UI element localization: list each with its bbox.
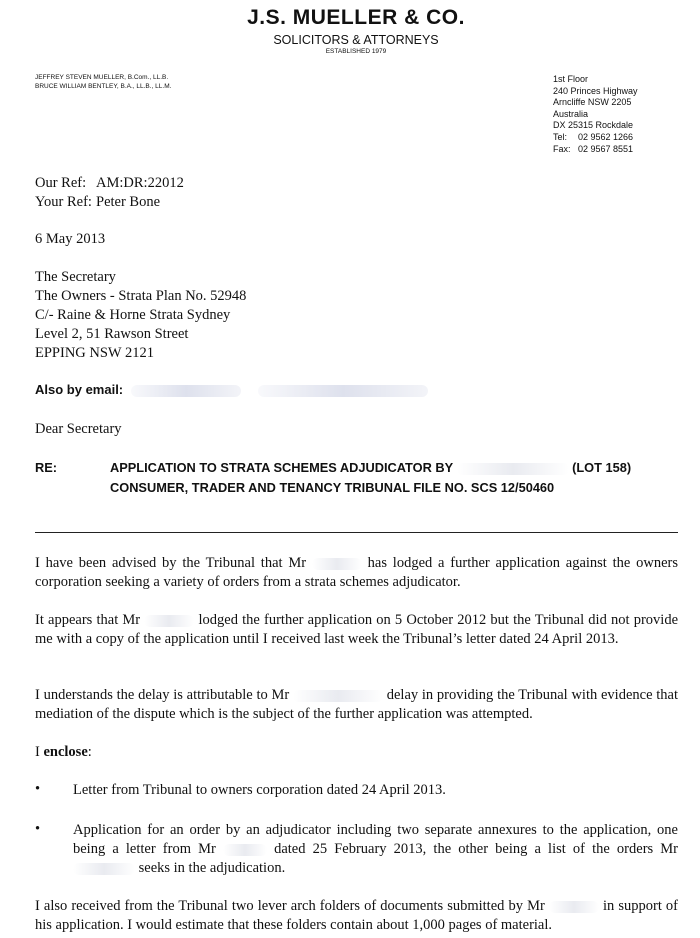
subject-line-2: CONSUMER, TRADER AND TENANCY TRIBUNAL FILE NO. SCS 12/50460 [110,480,555,495]
bullet-text: seeks in the adjudication. [138,860,286,876]
subject-line-1 [110,458,690,478]
bullet-item-1: Letter from Tribunal to owners corporation dated 24 April 2013. [73,782,446,798]
recipient-line: Level 2, 51 Rawson Street [35,326,189,342]
redacted-name [549,901,599,913]
fax-label: Fax: [553,143,571,154]
enclose-word: enclose [43,744,88,760]
enclose-line [35,743,678,762]
enclose-text: I [35,744,40,760]
redacted-name [73,863,135,875]
paragraph-1 [35,554,678,592]
firm-subtitle: SOLICITORS & ATTORNEYS [273,33,439,47]
paragraph-2 [35,611,678,649]
your-ref-label: Your Ref: [35,194,92,210]
bullet-marker: • [35,781,41,797]
partner-1: JEFFREY STEVEN MUELLER, B.Com., LL.B. [35,74,169,81]
paragraph-text: I understands the delay is attributable to Mr [35,687,290,703]
paragraph-text: It appears that Mr [35,612,141,628]
redacted-name [312,558,362,570]
redacted-name [223,844,267,856]
subject-label: RE: [35,460,58,475]
our-ref [35,174,184,193]
bullet-item-2 [73,821,678,878]
subject-lot: (LOT 158) [572,460,632,475]
bullet-text: dated 25 February 2013, the other being a list of the orders Mr [274,841,679,857]
paragraph-text: lodged the further application on 5 October 2012 but the Tribunal did not provide me with a copy of the application until I received last week the Tribunal’s letter dated 24 April 2013. [35,612,679,647]
our-ref-label: Our Ref: [35,175,87,191]
tel-label: Tel: [553,131,568,142]
our-ref-value: AM:DR:22012 [96,175,184,191]
subject-text [110,458,690,498]
address-line: 240 Princes Highway [553,85,638,96]
email-label: Also by email: [35,382,124,397]
firm-established: ESTABLISHED 1979 [325,48,387,55]
paragraph-text: has lodged a further application against the owners corporation seeking a variety of orders from a strata schemes adjudicator. [35,555,679,590]
paragraph-text: I also received from the Tribunal two lever arch folders of documents submitted by Mr [35,898,545,914]
paragraph-text: delay in providing the Tribunal with evidence that mediation of the dispute which is the subject of the further application was attempted. [35,687,679,722]
redacted-name [457,463,569,475]
fax-row [553,144,638,156]
your-ref [35,193,184,212]
divider [35,532,678,533]
firm-address [553,74,638,155]
bullet-marker: • [35,821,41,837]
redacted-name [293,690,383,702]
paragraph-3 [35,686,678,724]
partner-2: BRUCE WILLIAM BENTLEY, B.A., LL.B., LL.M. [35,83,172,90]
firm-name: J.S. MUELLER & CO. [247,6,465,29]
address-line: Arncliffe NSW 2205 [553,97,632,108]
recipient-address [35,268,246,363]
paragraph-text: I have been advised by the Tribunal that Mr [35,555,307,571]
address-line: Australia [553,108,589,119]
enclose-colon: : [87,744,92,760]
your-ref-value: Peter Bone [96,194,161,210]
subject-line-1-text: APPLICATION TO STRATA SCHEMES ADJUDICATOR BY [110,460,453,475]
recipient-line: EPPING NSW 2121 [35,345,154,361]
recipient-line: The Secretary [35,269,116,285]
paragraph-text: in support of his application. I would estimate that these folders contain about 1,000 pages of material. [35,898,679,933]
letter-date: 6 May 2013 [35,231,106,247]
address-line: 1st Floor [553,74,589,84]
paragraph-4 [35,897,678,935]
email-line [35,382,428,397]
redacted-email [131,385,241,397]
salutation: Dear Secretary [35,421,122,437]
redacted-email [258,385,428,397]
bullet-text: Application for an order by an adjudicator including two separate annexures to the application, one being a letter from Mr [73,822,678,857]
references [35,174,184,212]
fax-number: 02 9567 8551 [578,143,634,154]
partner-list [35,73,171,91]
tel-number: 02 9562 1266 [578,131,634,142]
tel-row [553,132,638,144]
address-line: DX 25315 Rockdale [553,120,634,131]
recipient-line: The Owners - Strata Plan No. 52948 [35,288,247,304]
redacted-name [144,615,194,627]
recipient-line: C/- Raine & Horne Strata Sydney [35,307,231,323]
